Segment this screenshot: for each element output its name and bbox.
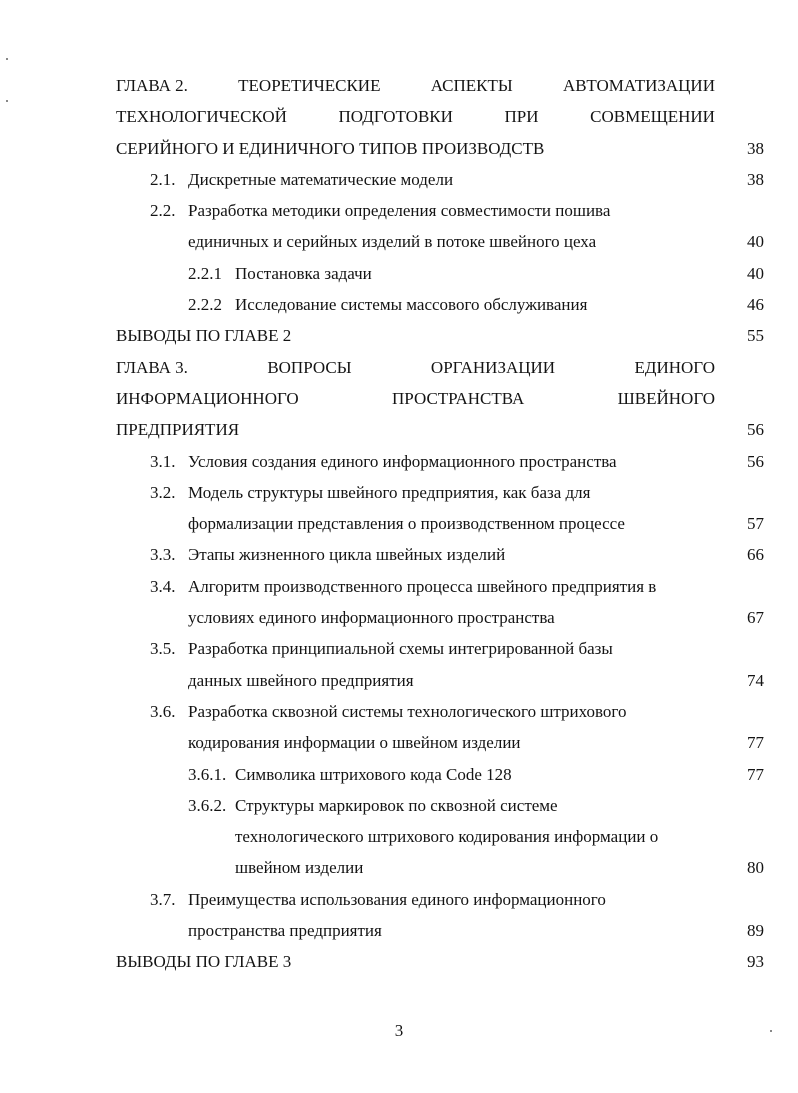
toc-title: Преимущества использования единого информационного <box>188 889 606 909</box>
toc-section-3-4-cont <box>0 602 798 633</box>
toc-page-number: 57 <box>747 514 764 534</box>
toc-section-3-6 <box>0 696 798 727</box>
toc-word: ЕДИНОГО <box>634 357 715 377</box>
toc-page-number: 80 <box>747 858 764 878</box>
toc-page-number: 77 <box>747 764 764 784</box>
toc-section-number: 2.2.2 <box>188 295 222 315</box>
toc-page-number: 67 <box>747 608 764 628</box>
toc-section-3-5-cont <box>0 665 798 696</box>
toc-page-number: 46 <box>747 295 764 315</box>
toc-section-3-4 <box>0 571 798 602</box>
toc-word: ИНФОРМАЦИОННОГО <box>116 388 299 408</box>
toc-word: ШВЕЙНОГО <box>617 388 715 408</box>
toc-section-3-6-2-cont <box>0 821 798 852</box>
toc-section-3-6-2 <box>0 790 798 821</box>
toc-chapter-2-line-1 <box>0 70 798 101</box>
toc-word: СОВМЕЩЕНИИ <box>590 107 715 127</box>
toc-page-number: 55 <box>747 326 764 346</box>
toc-section-number: 3.7. <box>150 889 176 909</box>
toc-section-3-5 <box>0 633 798 664</box>
toc-title: ВЫВОДЫ ПО ГЛАВЕ 3 <box>116 952 292 972</box>
toc-word: ГЛАВА 2. <box>116 76 188 95</box>
toc-title: Разработка сквозной системы технологического штрихового <box>188 701 627 721</box>
toc-title: формализации представления о производственном процессе <box>188 514 625 534</box>
toc-title: кодирования информации о швейном изделии <box>188 733 521 753</box>
toc-page-number: 56 <box>747 420 764 440</box>
toc-conclusions-chapter-3 <box>0 946 798 977</box>
toc-section-2-2-2 <box>0 289 798 320</box>
toc-section-3-1 <box>0 446 798 477</box>
toc-page-number: 38 <box>747 138 764 158</box>
toc-title: СЕРИЙНОГО И ЕДИНИЧНОГО ТИПОВ ПРОИЗВОДСТВ <box>116 138 545 158</box>
toc-title: Разработка методики определения совместимости пошива <box>188 201 611 221</box>
toc-section-number: 3.5. <box>150 639 176 659</box>
toc-page-number: 77 <box>747 733 764 753</box>
toc-section-3-7-cont <box>0 915 798 946</box>
toc-word: ВОПРОСЫ <box>267 357 352 377</box>
toc-page-number: 40 <box>747 232 764 252</box>
toc-chapter-2-line-3 <box>0 133 798 164</box>
toc-title: швейном изделии <box>235 858 364 878</box>
toc-section-number: 2.2. <box>150 201 176 221</box>
toc-title: ПРЕДПРИЯТИЯ <box>116 420 240 440</box>
toc-section-2-2-cont <box>0 226 798 257</box>
toc-section-number: 3.3. <box>150 545 176 565</box>
toc-section-number: 3.4. <box>150 576 176 596</box>
toc-chapter-3-line-3 <box>0 414 798 445</box>
toc-page-number: 66 <box>747 545 764 565</box>
toc-page-number: 89 <box>747 921 764 941</box>
toc-title: Этапы жизненного цикла швейных изделий <box>188 545 506 565</box>
toc-word: АСПЕКТЫ <box>430 76 513 95</box>
toc-title: технологического штрихового кодирования информации о <box>235 827 659 847</box>
toc-chapter-3-line-1 <box>0 352 798 383</box>
toc-section-2-2-1 <box>0 258 798 289</box>
toc-word: ТЕОРЕТИЧЕСКИЕ <box>238 76 381 95</box>
toc-section-3-6-cont <box>0 727 798 758</box>
toc-word: ГЛАВА 3. <box>116 357 188 377</box>
toc-word: АВТОМАТИЗАЦИИ <box>562 76 715 95</box>
table-of-contents <box>0 70 798 978</box>
toc-section-3-7 <box>0 884 798 915</box>
toc-title: пространства предприятия <box>188 921 382 941</box>
toc-page-number: 74 <box>747 670 764 690</box>
toc-title: Постановка задачи <box>235 263 372 283</box>
toc-title: Символика штрихового кода Code 128 <box>235 764 512 784</box>
toc-word: ТЕХНОЛОГИЧЕСКОЙ <box>116 107 287 127</box>
toc-section-3-6-2-cont <box>0 852 798 883</box>
toc-title: единичных и серийных изделий в потоке швейного цеха <box>188 232 597 252</box>
toc-section-2-2 <box>0 195 798 226</box>
toc-title: Модель структуры швейного предприятия, как база для <box>188 482 591 502</box>
toc-title: Исследование системы массового обслуживания <box>235 295 588 315</box>
toc-section-2-1 <box>0 164 798 195</box>
toc-page-number: 38 <box>747 169 764 189</box>
toc-section-3-2 <box>0 477 798 508</box>
toc-section-number: 3.6.2. <box>188 795 227 815</box>
toc-title: Структуры маркировок по сквозной системе <box>235 795 558 815</box>
toc-section-3-2-cont <box>0 508 798 539</box>
toc-title: ВЫВОДЫ ПО ГЛАВЕ 2 <box>116 326 292 346</box>
toc-page-number: 56 <box>747 451 764 471</box>
toc-page-number: 40 <box>747 263 764 283</box>
toc-word: ПРОСТРАНСТВА <box>392 388 525 408</box>
toc-title: Дискретные математические модели <box>188 169 454 189</box>
toc-word: ПРИ <box>504 107 539 127</box>
toc-section-number: 3.2. <box>150 482 176 502</box>
toc-section-3-6-1 <box>0 759 798 790</box>
toc-section-number: 2.2.1 <box>188 263 222 283</box>
scan-speck <box>6 58 8 60</box>
toc-chapter-2-line-2 <box>0 101 798 132</box>
toc-title: условиях единого информационного пространства <box>188 608 555 628</box>
toc-section-3-3 <box>0 539 798 570</box>
toc-section-number: 2.1. <box>150 169 176 189</box>
toc-section-number: 3.1. <box>150 451 176 471</box>
toc-page-number: 93 <box>747 952 764 972</box>
toc-conclusions-chapter-2 <box>0 320 798 351</box>
page-footer-number: 3 <box>394 1021 404 1040</box>
toc-title: данных швейного предприятия <box>188 670 414 690</box>
toc-section-number: 3.6.1. <box>188 764 227 784</box>
toc-title: Разработка принципиальной схемы интегрированной базы <box>188 639 613 659</box>
toc-word: ОРГАНИЗАЦИИ <box>430 357 556 377</box>
toc-chapter-3-line-2 <box>0 383 798 414</box>
toc-title: Алгоритм производственного процесса швейного предприятия в <box>188 576 657 596</box>
toc-title: Условия создания единого информационного пространства <box>188 451 617 471</box>
toc-word: ПОДГОТОВКИ <box>338 107 453 127</box>
toc-section-number: 3.6. <box>150 701 176 721</box>
